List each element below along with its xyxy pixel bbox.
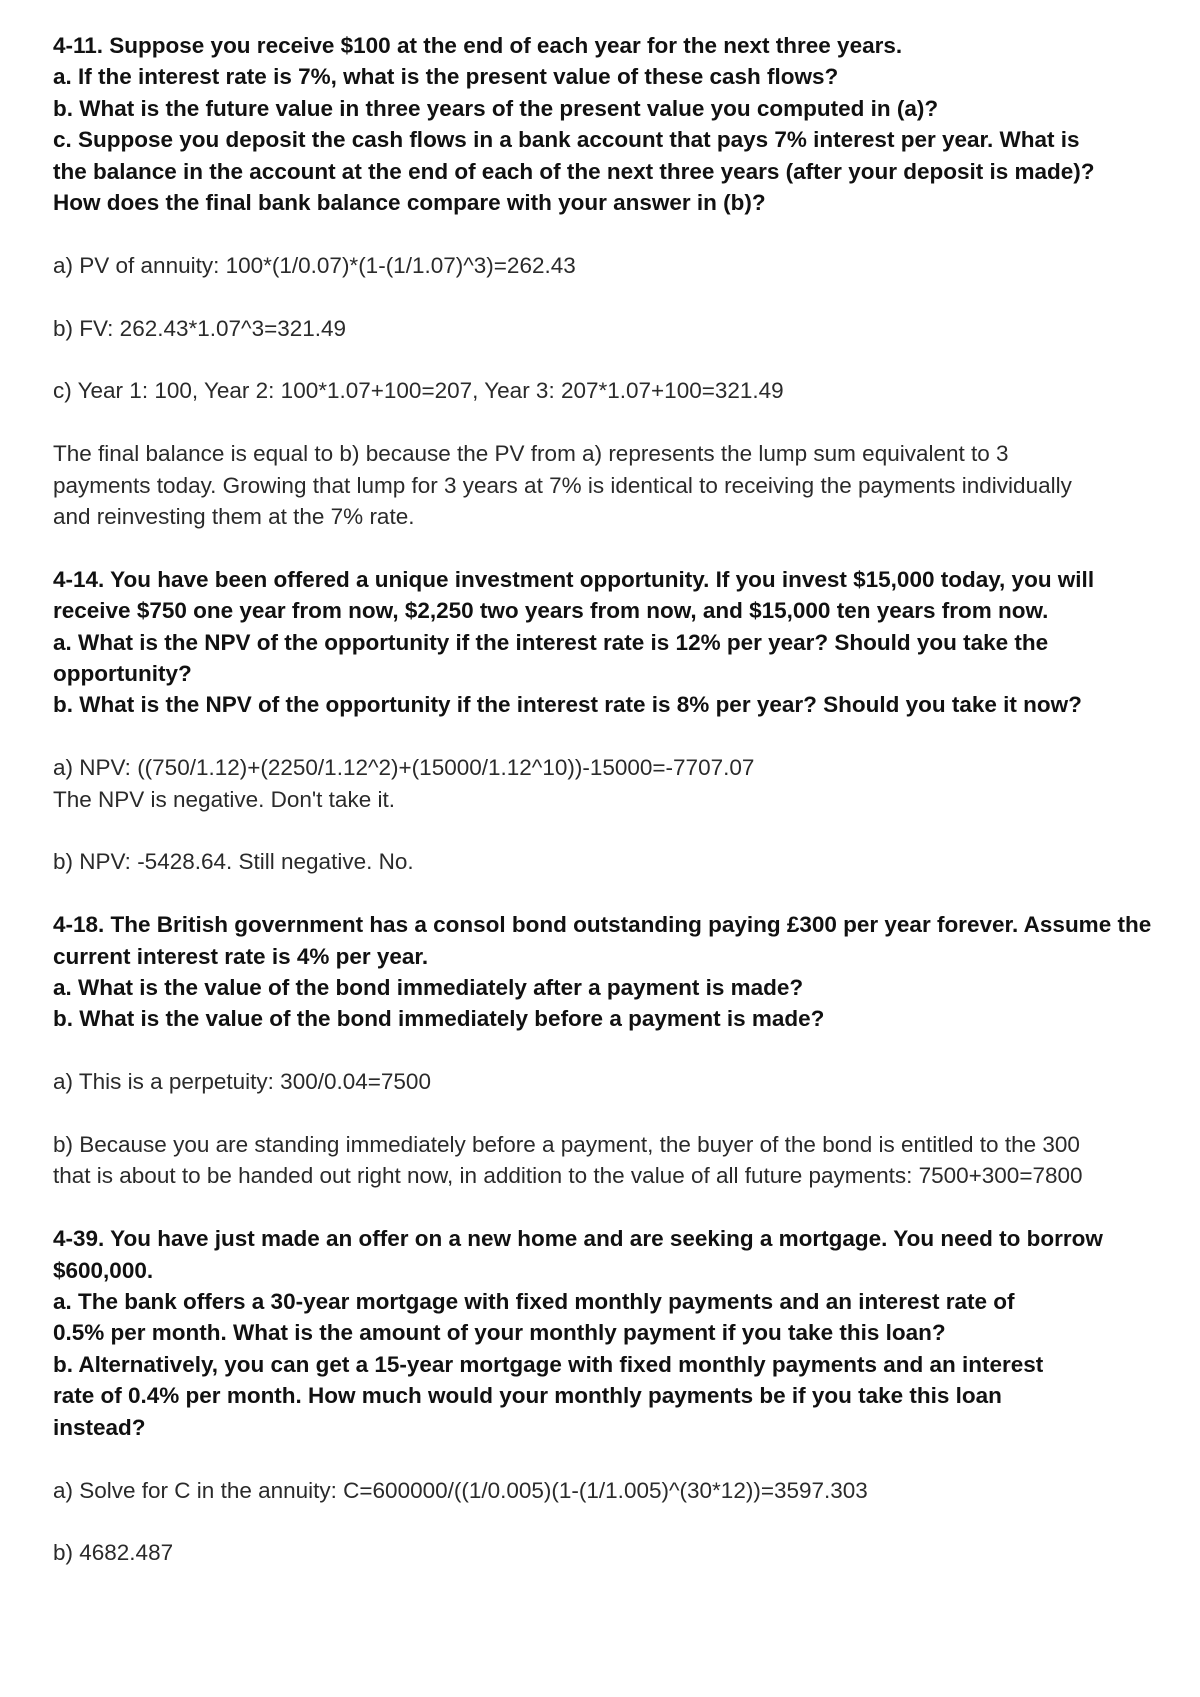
answer-line: a) This is a perpetuity: 300/0.04=7500 (53, 1069, 431, 1095)
question-line: current interest rate is 4% per year. (53, 943, 429, 969)
question-line: the balance in the account at the end of each of the next three years (after your deposit is made)? (53, 158, 1095, 184)
question-line: receive $750 one year from now, $2,250 two years from now, and $15,000 ten years from now. (53, 598, 1049, 624)
question-line: 4-11. Suppose you receive $100 at the end of each year for the next three years. (53, 33, 903, 58)
question-line: How does the final bank balance compare with your answer in (b)? (53, 190, 766, 216)
answer-line: that is about to be handed out right now, in addition to the value of all future payments: 7500+300=7800 (53, 1163, 1083, 1189)
document-page (53, 30, 1163, 1569)
answer-line: a) NPV: ((750/1.12)+(2250/1.12^2)+(15000/1.12^10))-15000=-7707.07 (53, 755, 755, 781)
answer-line: a) PV of annuity: 100*(1/0.07)*(1-(1/1.07)^3)=262.43 (53, 252, 576, 278)
question-line: 4-14. You have been offered a unique investment opportunity. If you invest $15,000 today, you will (53, 566, 1095, 592)
question-line: 4-39. You have just made an offer on a new home and are seeking a mortgage. You need to borrow (53, 1226, 1103, 1252)
question-line: rate of 0.4% per month. How much would your monthly payments be if you take this loan (53, 1383, 1002, 1409)
question-line: b. What is the future value in three years of the present value you computed in (a)? (53, 95, 939, 121)
question-line: a. The bank offers a 30-year mortgage with fixed monthly payments and an interest rate of (53, 1289, 1015, 1315)
answer-line: a) Solve for C in the annuity: C=600000/((1/0.005)(1-(1/1.005)^(30*12))=3597.303 (53, 1477, 868, 1503)
question-line: opportunity? (53, 661, 192, 687)
answer-line: The final balance is equal to b) because the PV from a) represents the lump sum equivalent to 3 (53, 441, 1009, 467)
question-line: b. Alternatively, you can get a 15-year mortgage with fixed monthly payments and an interest (53, 1351, 1044, 1377)
problem-4-18 (53, 909, 1163, 1192)
question-line: a. If the interest rate is 7%, what is the present value of these cash flows? (53, 64, 839, 90)
answer-line: b) 4682.487 (53, 1540, 174, 1566)
answer-line: b) NPV: -5428.64. Still negative. No. (53, 849, 414, 875)
question-line: 0.5% per month. What is the amount of your monthly payment if you take this loan? (53, 1320, 946, 1346)
question-line: c. Suppose you deposit the cash flows in a bank account that pays 7% interest per year. What is (53, 127, 1080, 153)
question-line: b. What is the NPV of the opportunity if the interest rate is 8% per year? Should you take it now? (53, 692, 1082, 718)
question-line: b. What is the value of the bond immediately before a payment is made? (53, 1006, 825, 1032)
question-line: a. What is the NPV of the opportunity if the interest rate is 12% per year? Should you take the (53, 629, 1049, 655)
answer-line: payments today. Growing that lump for 3 years at 7% is identical to receiving the payments individually (53, 472, 1072, 498)
problem-4-11 (53, 30, 1163, 532)
problem-4-39 (53, 1223, 1163, 1568)
question-line: instead? (53, 1414, 146, 1440)
problem-4-14 (53, 564, 1163, 878)
answer-line: b) FV: 262.43*1.07^3=321.49 (53, 315, 347, 341)
answer-line: b) Because you are standing immediately before a payment, the buyer of the bond is entitled to the 300 (53, 1132, 1080, 1158)
question-line: 4-18. The British government has a consol bond outstanding paying £300 per year forever. Assume the (53, 912, 1152, 938)
answer-line: c) Year 1: 100, Year 2: 100*1.07+100=207, Year 3: 207*1.07+100=321.49 (53, 378, 784, 404)
answer-line: The NPV is negative. Don't take it. (53, 786, 395, 812)
answer-line: and reinvesting them at the 7% rate. (53, 504, 415, 530)
question-line: a. What is the value of the bond immediately after a payment is made? (53, 975, 804, 1001)
question-line: $600,000. (53, 1257, 154, 1283)
